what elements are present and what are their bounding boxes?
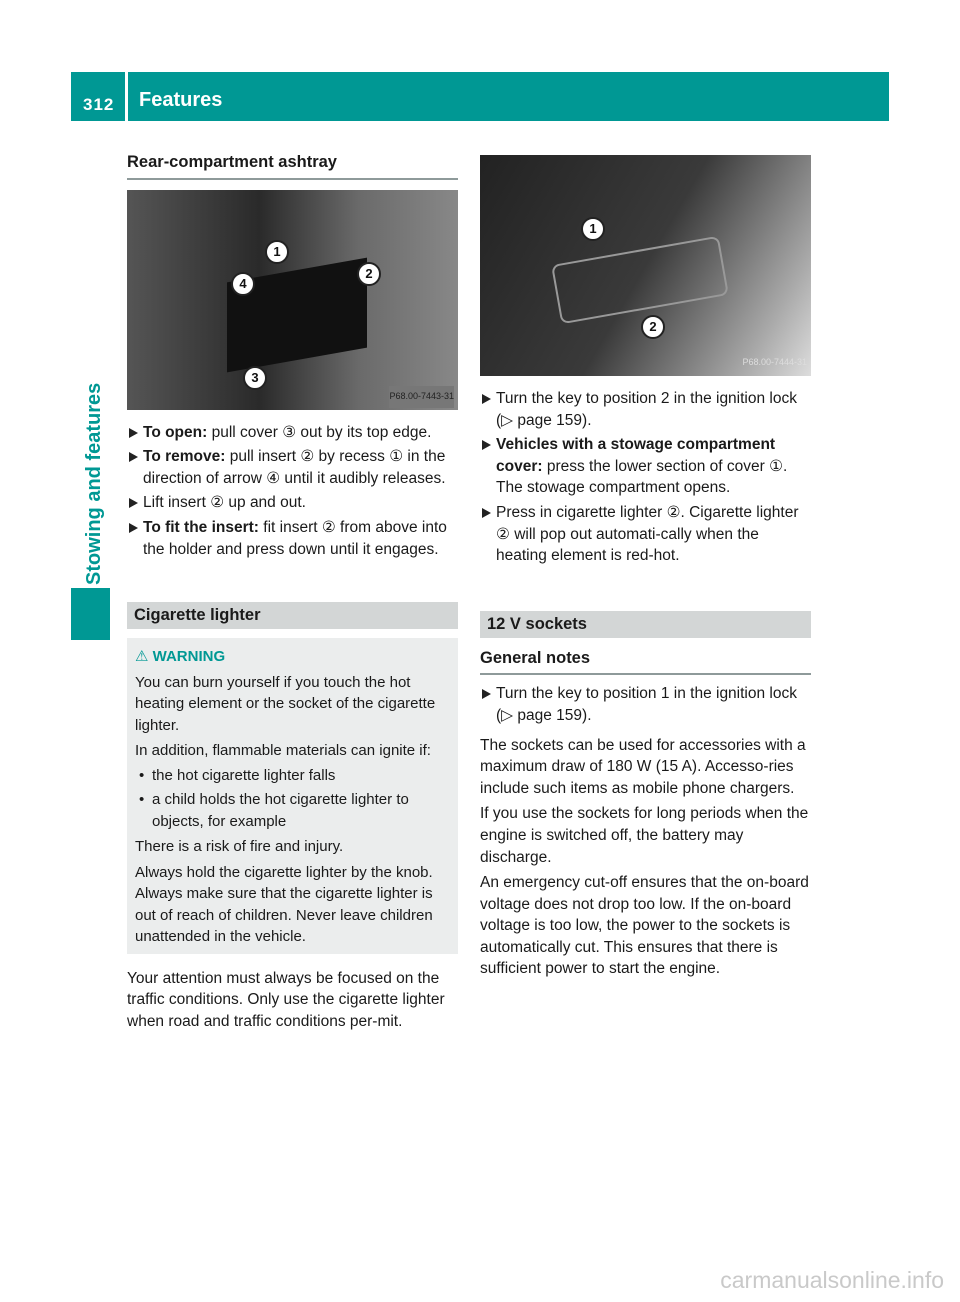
step-key: Turn the key to position 2 in the ignition lock (▷ page 159). (480, 388, 811, 431)
sockets-paragraph: The sockets can be used for accessories with a maximum draw of 180 W (15 A). Accesso-ries include such items as mobile phone chargers. (480, 736, 806, 797)
step-lift: Lift insert ② up and out. (127, 492, 458, 514)
callout-3: 3 (243, 366, 267, 390)
warning-bullet: • a child holds the hot cigarette lighter to objects, for example (135, 789, 450, 832)
warning-triangle-icon: ⚠ (135, 648, 153, 666)
chapter-title: Stowing and features (83, 382, 105, 585)
warning-box (127, 638, 458, 954)
callout-1: 1 (265, 240, 289, 264)
ashtray-image (127, 190, 458, 410)
warning-text: There is a risk of fire and injury. (135, 838, 344, 856)
watermark: carmanualsonline.info (720, 1267, 944, 1293)
chapter-tab (71, 588, 110, 640)
warning-text: You can burn yourself if you touch the hot heating element or the socket of the cigarette lighter. (135, 673, 436, 734)
step-press: Press in cigarette lighter ②. Cigarette lighter ② will pop out automati-cally when the heating element is red-hot. (480, 502, 811, 567)
ashtray-steps (127, 422, 458, 561)
warning-text: In addition, flammable materials can ignite if: (135, 742, 431, 760)
lighter-steps (480, 388, 811, 567)
step-cover: Vehicles with a stowage compartment cover: press the lower section of cover ①. The stowage compartment opens. (480, 434, 811, 499)
lighter-image (480, 155, 811, 376)
image-code: P68.00-7443-31 (389, 386, 454, 408)
stowage-cover-graphic (551, 236, 729, 325)
callout-2: 2 (357, 262, 381, 286)
warning-title: ⚠ WARNING (135, 648, 226, 666)
sockets-paragraph: An emergency cut-off ensures that the on-board voltage does not drop too low. If the on-board voltage is too low, the power to the sockets is automatically cut. This ensures that there is sufficient power to start the engine. (480, 874, 809, 978)
step-remove: To remove: pull insert ② by recess ① in the direction of arrow ④ until it audibly releases. (127, 446, 458, 489)
step-fit: To fit the insert: fit insert ② from above into the holder and press down until it engages. (127, 517, 458, 560)
right-column (480, 155, 811, 980)
image-code: P68.00-7444-31 (742, 357, 807, 368)
callout-2: 2 (641, 315, 665, 339)
warning-text: Always hold the cigarette lighter by the knob. Always make sure that the cigarette lighter is out of reach of children. Never leave children unattended in the vehicle. (135, 863, 433, 946)
warning-bullet: • the hot cigarette lighter falls (135, 765, 450, 787)
callout-4: 4 (231, 272, 255, 296)
page-number: 312 (71, 72, 125, 121)
step-key-1: Turn the key to position 1 in the ignition lock (▷ page 159). (480, 683, 811, 726)
general-notes-heading: General notes (480, 648, 811, 676)
sockets-paragraph: If you use the sockets for long periods when the engine is switched off, the battery may discharge. (480, 805, 809, 866)
ashtray-heading: Rear-compartment ashtray (127, 152, 458, 180)
sockets-heading: 12 V sockets (480, 611, 811, 638)
step-open: To open: pull cover ③ out by its top edge. (127, 422, 458, 444)
left-column (127, 152, 458, 1032)
callout-1: 1 (581, 217, 605, 241)
attention-paragraph: Your attention must always be focused on the traffic conditions. Only use the cigarette lighter when road and traffic conditions per-mit. (127, 969, 445, 1030)
lighter-heading: Cigarette lighter (127, 602, 458, 629)
section-title: Features (128, 72, 889, 121)
